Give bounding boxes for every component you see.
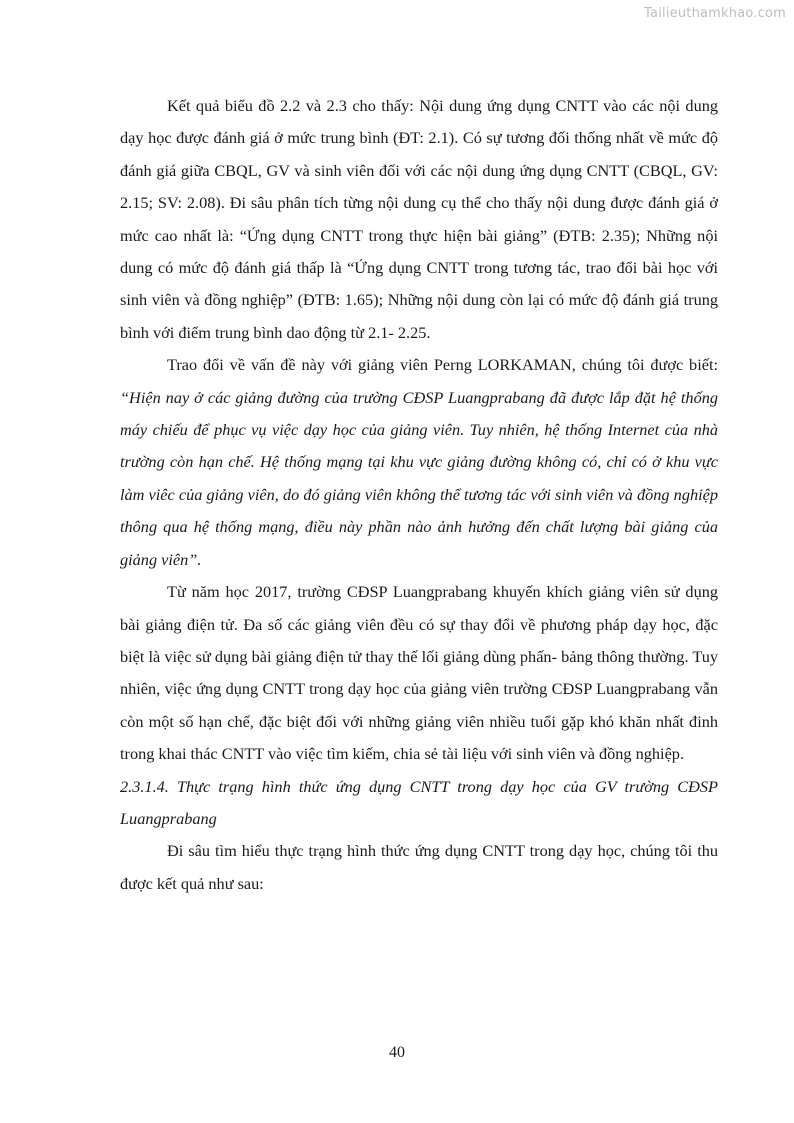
paragraph-interview <box>120 349 718 576</box>
document-body <box>120 90 718 900</box>
paragraph-intro-results: Đi sâu tìm hiểu thực trạng hình thức ứng dụng CNTT trong dạy học, chúng tôi thu được kết quả như sau: <box>120 841 718 893</box>
section-heading: 2.3.1.4. Thực trạng hình thức ứng dụng CNTT trong dạy học của GV trường CĐSP Luangprabang <box>120 776 718 828</box>
interview-quote: “Hiện nay ở các giảng đường của trường CĐSP Luangprabang đã được lắp đặt hệ thống máy chiếu để phục vụ việc dạy học của giảng viên. Tuy nhiên, hệ thống Internet của nhà trường còn hạn chế. Hệ thống mạng tại khu vực giảng đường không có, chỉ có ở khu vực làm viêc của giảng viên, do đó giảng viên không thể tương tác với sinh viên và đồng nghiệp thông qua hệ thống mạng, điều này phần nào ảnh hưởng đến chất lượng bài giảng của giảng viên”. <box>120 387 718 569</box>
page-number: 40 <box>389 1044 405 1061</box>
interview-lead: Trao đổi về vấn đề này với giảng viên Perng LORKAMAN, chúng tôi được biết: <box>167 355 718 375</box>
watermark: Tailieuthamkhao.com <box>644 6 786 21</box>
paragraph-electronic-lectures: Từ năm học 2017, trường CĐSP Luangprabang khuyến khích giảng viên sử dụng bài giảng điện tử. Đa số các giảng viên đều có sự thay đổi về phương pháp dạy học, đặc biệt là việc sử dụng bài giảng điện tử thay thế lối giảng dùng phấn- bảng thông thường. Tuy nhiên, việc ứng dụng CNTT trong dạy học của giảng viên trường CĐSP Luangprabang vẫn còn một số hạn chế, đặc biệt đối với những giảng viên nhiều tuổi gặp khó khăn nhất đinh trong khai thác CNTT vào việc tìm kiếm, chia sẻ tài liệu với sinh viên và đồng nghiệp. <box>120 582 718 764</box>
paragraph-results-chart: Kết quả biểu đồ 2.2 và 2.3 cho thấy: Nội dung ứng dụng CNTT vào các nội dung dạy học được đánh giá ở mức trung bình (ĐT: 2.1). Có sự tương đối thống nhất về mức độ đánh giá giữa CBQL, GV và sinh viên đối với các nội dung ứng dụng CNTT (CBQL, GV: 2.15; SV: 2.08). Đi sâu phân tích từng nội dung cụ thể cho thấy nội dung được đánh giá ở mức cao nhất là: “Ứng dụng CNTT trong thực hiện bài giảng” (ĐTB: 2.35); Những nội dung có mức độ đánh giá thấp là “Ứng dụng CNTT trong tương tác, trao đổi bài học với sinh viên và đồng nghiệp” (ĐTB: 1.65); Những nội dung còn lại có mức độ đánh giá trung bình với điểm trung bình dao động từ 2.1- 2.25. <box>120 96 718 342</box>
